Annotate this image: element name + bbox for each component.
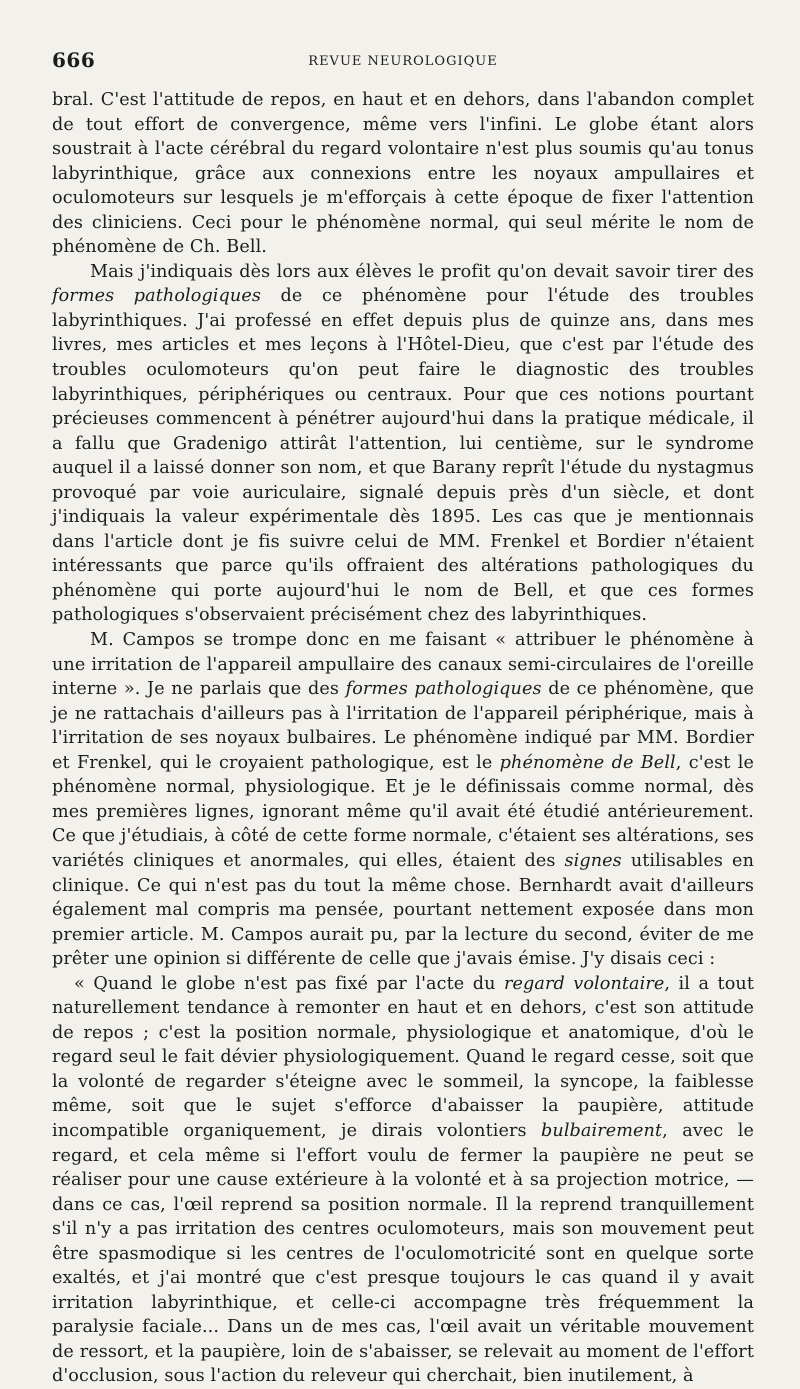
paragraph-3-italic-2: phénomène de Bell [499, 752, 676, 773]
paragraph-3-text-2: de ce phénomène, que je ne rattachais d'ailleurs pas à l'irritation de l'appareil périphérique, mais à l'irritation de ses noyaux bulbaires. Le phénomène indiqué par MM. Bordier et Frenkel, qui le croyaient pathologique, est le [52, 679, 754, 773]
running-title: REVUE NEUROLOGIQUE [308, 54, 498, 69]
paragraph-2-italic-1: formes pathologiques [52, 286, 261, 307]
paragraph-4-italic-1: regard volontaire [504, 973, 665, 994]
paragraph-3-text-4: utilisables en clinique. Ce qui n'est pas du tout la même chose. Bernhardt avait d'ailleurs également mal compris ma pensée, pourtant nettement exposée dans mon premier article. M. Campos aurait pu, par la lecture du second, éviter de me prêter une opinion si différente de celle que j'avais émise. J'y disais ceci : [52, 850, 754, 970]
paragraph-2 [52, 260, 754, 628]
paragraph-4-quote [52, 972, 754, 1389]
body-text [52, 88, 754, 1389]
paragraph-4-italic-2: bulbairement [541, 1120, 663, 1141]
paragraph-3-text-3: , c'est le phénomène normal, physiologique. Et je le définissais comme normal, dès mes premières lignes, ignorant même qu'il avait été étudié antérieurement. Ce que j'étudiais, à côté de cette forme normale, c'étaient ses altérations, ses variétés cliniques et anormales, qui elles, étaient des [52, 752, 754, 871]
paragraph-3 [52, 628, 754, 972]
page-header [52, 48, 754, 78]
paragraph-1: bral. C'est l'attitude de repos, en haut et en dehors, dans l'abandon complet de tout effort de convergence, même vers l'infini. Le globe étant alors soustrait à l'acte cérébral du regard volontaire n'est plus soumis qu'au tonus labyrinthique, grâce aux connexions entre les noyaux ampullaires et oculomoteurs sur lesquels je m'efforçais à cette époque de fixer l'attention des cliniciens. Ceci pour le phénomène normal, qui seul mérite le nom de phénomène de Ch. Bell. [52, 90, 754, 258]
paragraph-2-text-2: de ce phénomène pour l'étude des troubles labyrinthiques. J'ai professé en effet depuis plus de quinze ans, dans mes livres, mes articles et mes leçons à l'Hôtel-Dieu, que c'est par l'étude des troubles oculomoteurs qu'on peut faire le diagnostic des troubles labyrinthiques, périphériques ou centraux. Pour que ces notions pourtant précieuses commencent à pénétrer aujourd'hui dans la pratique médicale, il a fallu que Gradenigo attirât l'attention, lui centième, sur le syndrome auquel il a laissé donner son nom, et que Barany reprît l'étude du nystagmus provoqué par voie auriculaire, signalé depuis près d'un siècle, et dont j'indiquais la valeur expérimentale dès 1895. Les cas que je mentionnais dans l'article dont je fis suivre celui de MM. Frenkel et Bordier n'étaient intéressants que parce qu'ils offraient des altérations pathologiques du phénomène qui porte aujourd'hui le nom de Bell, et que ces formes pathologiques s'observaient précisément chez des labyrinthiques. [52, 286, 754, 626]
page-number: 666 [52, 48, 96, 72]
paragraph-4-text-2: , il a tout naturellement tendance à remonter en haut et en dehors, c'est son attitude de repos ; c'est la position normale, physiologique et anatomique, d'où le regard seul le fait dévier physiologiquement. Quand le regard cesse, soit que la volonté de regarder s'éteigne avec le sommeil, la syncope, la faiblesse même, soit que le sujet s'efforce d'abaisser la paupière, attitude incompatible organiquement, je dirais volontiers [52, 973, 754, 1141]
paragraph-3-italic-1: formes pathologiques [345, 679, 542, 700]
paragraph-3-italic-3: signes [564, 850, 622, 871]
paragraph-4-text-1: « Quand le globe n'est pas fixé par l'acte du [74, 973, 504, 994]
paragraph-4-text-3: , avec le regard, et cela même si l'effort voulu de fermer la paupière ne peut se réaliser pour une cause extérieure à la volonté et à sa projection motrice, — dans ce cas, l'œil reprend sa position normale. Il la reprend tranquillement s'il n'y a pas irritation des centres oculomoteurs, mais son mouvement peut être spasmodique si les centres de l'oculomotricité sont en quelque sorte exaltés, et j'ai montré que c'est presque toujours le cas quand il y avait irritation labyrinthique, et celle-ci accompagne très fréquemment la paralysie faciale... Dans un de mes cas, l'œil avait un véritable mouvement de ressort, et la paupière, loin de s'abaisser, se relevait au moment de l'effort d'occlusion, sous l'action du releveur qui cherchait, bien inutilement, à [52, 1120, 754, 1387]
paragraph-2-text-1: Mais j'indiquais dès lors aux élèves le profit qu'on devait savoir tirer des [90, 261, 754, 282]
paragraph-3-text-1: M. Campos se trompe donc en me faisant « attribuer le phénomène à une irritation de l'appareil ampullaire des canaux semi-circulaires de l'oreille interne ». Je ne parlais que des [52, 630, 754, 700]
